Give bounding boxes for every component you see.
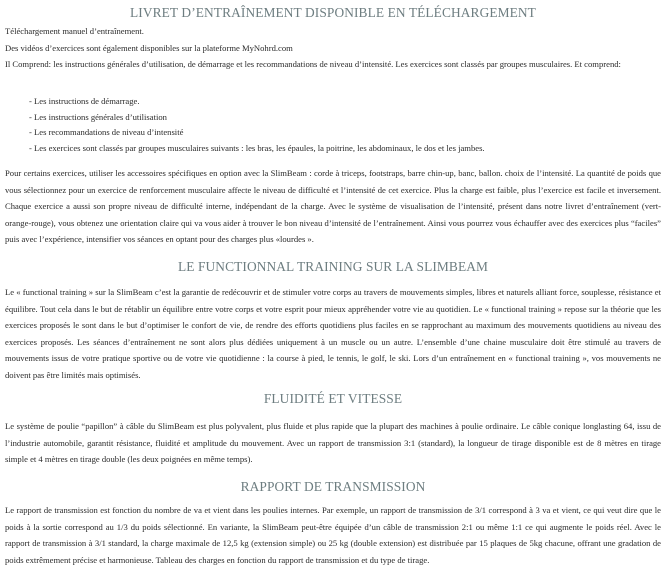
heading-functional-training: LE FUNCTIONNAL TRAINING SUR LA SLIMBEAM <box>177 259 489 274</box>
list-item: - Les exercices sont classés par groupes musculaires suivants : les bras, les épaules, la poitrine, les abdominaux, le dos et les jambes. <box>29 142 485 153</box>
contents-list <box>5 94 666 156</box>
intro-line: Des vidéos d’exercices sont également disponibles sur la plateforme MyNohrd.com <box>5 42 293 53</box>
paragraph-rapport: Le rapport de transmission est fonction du nombre de va et vient dans les poulies internes. Par exemple, un rapport de transmission de 3/1 correspond à 3 va et vient, ce qui veut dire que le poids à la sortie correspond au 1/3 du poids sélectionné. En variante, la SlimBeam peut-être équipée d’un câble de transmission 2:1 ou même 1:1 ce qui augmente le poids réel. Avec le rapport de transmission à 3/1 standard, la charge maximale de 12,5 kg (extension simple) ou 25 kg (double extension) est distribuée par 15 plaques de 5kg chacune, offrant une gradation de poids extrêmement précise et harmonieuse. Tableau des charges en fonction du rapport de transmission et du type de tirage. <box>5 505 661 565</box>
heading-rapport: RAPPORT DE TRANSMISSION <box>240 479 426 494</box>
list-item: - Les recommandations de niveau d’intensité <box>29 127 184 138</box>
heading-livret: LIVRET D’ENTRAÎNEMENT DISPONIBLE EN TÉLÉCHARGEMENT <box>130 5 536 20</box>
intro-block <box>5 23 661 73</box>
paragraph-functional-training: Le « functional training » sur la SlimBeam c’est la garantie de redécouvrir et de stimuler votre corps au travers de mouvements simples, libres et naturels alliant force, souplesse, résistance et équilibre. Tout cela dans le but de rétablir un équilibre entre votre corps et votre esprit pour mieux appréhender votre vie au quotidien. Le « functional training » repose sur la théorie que les exercices proposés le sont dans le but d’optimiser le confort de vie, de rendre des efforts quotidiens plus faciles en se rapprochant au maximum des mouvements quotidiens au niveau des exercices proposés. Les séances d’entraînement ne sont alors plus dédiées uniquement à un muscle ou un autre. L’ensemble d’une chaine musculaire doit être stimulé au travers de mouvements issus de votre pratique sportive ou de votre vie quotidienne : la course à pied, le tennis, le golf, le ski. Lors d’un entraînement en « functional training », vos mouvements ne doivent pas être limités mais optimisés. <box>5 287 661 380</box>
heading-fluidite: FLUIDITÉ ET VITESSE <box>263 391 403 406</box>
list-item: - Les instructions générales d’utilisation <box>29 111 167 122</box>
intro-line: Il Comprend: les instructions générales d’utilisation, de démarrage et les recommandations de niveau d’intensité. Les exercices sont classés par groupes musculaires. Et comprend: <box>5 59 621 70</box>
list-item: - Les instructions de démarrage. <box>29 96 140 106</box>
paragraph-fluidite: Le système de poulie “papillon” à câble du SlimBeam est plus polyvalent, plus fluide et plus rapide que la plupart des machines à poulie ordinaire. Le câble conique longlasting 64, issu de l’industrie automobile, garantit résistance, fluidité et amplitude du mouvement. Avec un rapport de transmission 3:1 (standard), la longueur de tirage disponible est de 8 mètres en tirage simple et 4 mètres en tirage double (les deux poignées en même temps). <box>5 421 661 465</box>
paragraph-intensity: Pour certains exercices, utiliser les accessoires spécifiques en option avec la SlimBeam : corde à triceps, footstraps, barre chin-up, banc, ballon. choix de l’intensité. La quantité de poids que vous sélectionnez pour un exercice de renforcement musculaire affecte le niveau de difficulté et l’intensité de cet exercice. Plus la charge est faible, plus l’exercice est facile et inversement. Chaque exercice a aussi son propre niveau de difficulté interne, indépendant de la charge. Avec le système de visualisation de l’intensité, présent dans notre livret d’entraînement (vert-orange-rouge), vous obtenez une orientation claire qui va vous aider à trouver le bon niveau d’intensité de l’entraînement. Ainsi vous pourrez vous échauffer avec des exercices plus “faciles” puis avec l’expérience, intensifier vos séances en optant pour des charges plus «lourdes ». <box>5 168 661 245</box>
intro-line: Téléchargement manuel d’entraînement. <box>5 26 144 36</box>
